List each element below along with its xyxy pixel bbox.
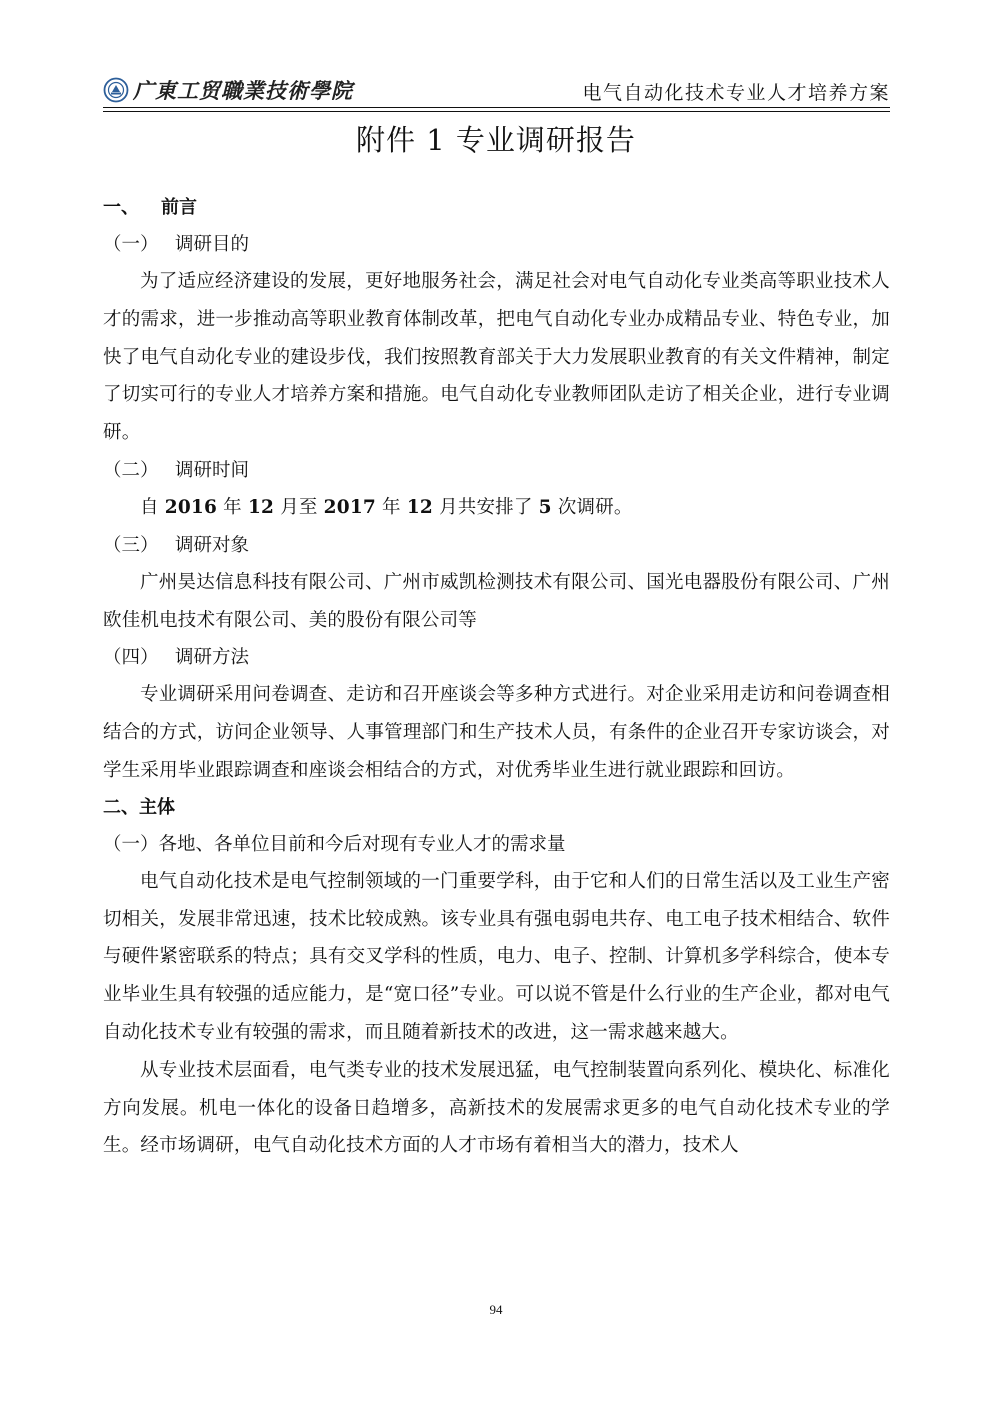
subsection-heading: （一）各地、各单位目前和今后对现有专业人才的需求量 [103, 833, 566, 855]
page-title: 附件 1 专业调研报告 [356, 123, 636, 157]
section-heading: 一、 前言 [103, 197, 197, 218]
subsection-heading: （二） 调研时间 [103, 459, 250, 481]
header-rule-thin [103, 111, 890, 112]
paragraph: 为了适应经济建设的发展，更好地服务社会，满足社会对电气自动化专业类高等职业技术人才的需求，进一步推动高等职业教育体制改革，把电气自动化专业办成精品专业、特色专业，加快了电气自动化专业的建设步伐，我们按照教育部关于大力发展职业教育的有关文件精神，制定了切实可行的专业人才培养方案和措施。电气自动化专业教师团队走访了相关企业，进行专业调研。 [103, 271, 890, 444]
school-name: 广東工贸職業技術學院 [133, 78, 353, 103]
paragraph: 广州昊达信息科技有限公司、广州市威凯检测技术有限公司、国光电器股份有限公司、广州欧佳机电技术有限公司、美的股份有限公司等 [103, 571, 890, 631]
school-logo [103, 76, 353, 104]
section-heading: 二、主体 [103, 796, 175, 818]
subsection-heading: （四） 调研方法 [103, 647, 250, 669]
subsection-heading: （一） 调研目的 [103, 234, 250, 255]
document-body [103, 190, 890, 1165]
paragraph: 电气自动化技术是电气控制领域的一门重要学科，由于它和人们的日常生活以及工业生产密切相关，发展非常迅速，技术比较成熟。该专业具有强电弱电共存、电工电子技术相结合、软件与硬件紧密联系的特点；具有交叉学科的性质，电力、电子、控制、计算机多学科综合，使本专业毕业生具有较强的适应能力，是“宽口径”专业。可以说不管是什么行业的生产企业，都对电气自动化技术专业有较强的需求，而且随着新技术的改进，这一需求越来越大。 [103, 870, 890, 1043]
page-number: 94 [489, 1302, 503, 1317]
paragraph: 自 2016 年 12 月至 2017 年 12 月共安排了 5 次调研。 [140, 496, 633, 518]
subsection-heading: （三） 调研对象 [103, 534, 250, 556]
paragraph: 专业调研采用问卷调查、走访和召开座谈会等多种方式进行。对企业采用走访和问卷调查相结合的方式，访问企业领导、人事管理部门和生产技术人员，有条件的企业召开专家访谈会，对学生采用毕业跟踪调查和座谈会相结合的方式，对优秀毕业生进行就业跟踪和回访。 [103, 684, 890, 781]
header-document-title: 电气自动化技术专业人才培养方案 [582, 82, 890, 104]
school-emblem-icon [103, 77, 129, 103]
header-rule [103, 107, 890, 108]
page-header [103, 70, 890, 108]
paragraph: 从专业技术层面看，电气类专业的技术发展迅猛，电气控制装置向系列化、模块化、标准化方向发展。机电一体化的设备日趋增多，高新技术的发展需求更多的电气自动化技术专业的学生。经市场调研，电气自动化技术方面的人才市场有着相当大的潜力，技术人 [103, 1059, 890, 1157]
